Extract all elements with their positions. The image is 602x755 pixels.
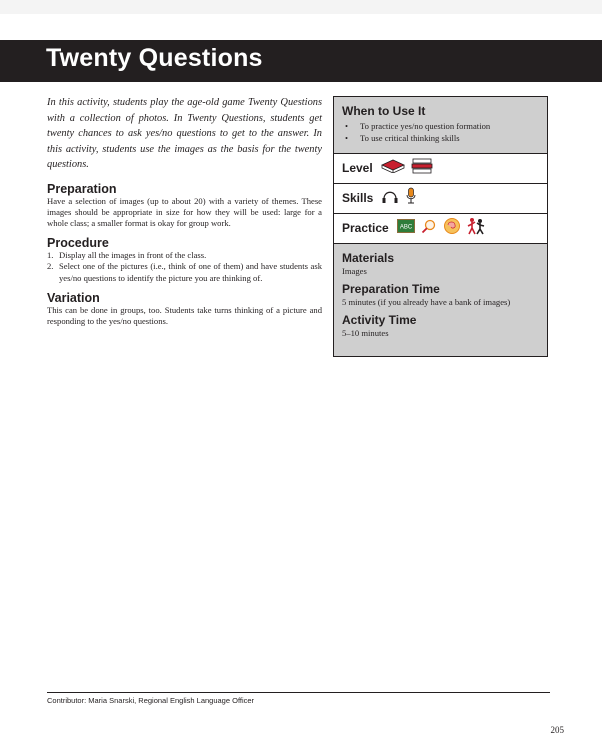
step-text: Display all the images in front of the class. (59, 250, 207, 261)
book-icon (381, 159, 405, 178)
step-text: Select one of the pictures (i.e., think of one of them) and have students ask yes/no questions to identify the picture you are thinking of. (59, 261, 322, 283)
procedure-heading: Procedure (47, 236, 109, 251)
level-label: Level (342, 161, 373, 175)
people-icon (467, 217, 485, 240)
magnifier-icon (421, 218, 437, 239)
when-list (342, 120, 539, 144)
prep-time-heading: Preparation Time (342, 282, 440, 296)
activity-time-heading: Activity Time (342, 313, 417, 327)
procedure-step (47, 261, 322, 283)
activity-time-value: 5–10 minutes (342, 328, 389, 338)
preparation-heading: Preparation (47, 181, 117, 196)
procedure-list (47, 250, 322, 284)
page-number: 205 (550, 725, 564, 735)
abc-blackboard-icon (397, 219, 415, 238)
skills-label: Skills (342, 191, 374, 205)
bullet-icon: • (345, 133, 349, 143)
when-heading: When to Use It (342, 104, 426, 118)
when-item (342, 120, 539, 132)
materials-heading: Materials (342, 251, 395, 265)
preparation-body: Have a selection of images (up to about 20) with a variety of themes. These images should be appropriate in size for how they will be used: large for a whole class; a smaller format is okay for group work. (47, 195, 322, 228)
materials-value: Images (342, 266, 367, 276)
step-number: 1. (47, 250, 54, 261)
step-number: 2. (47, 261, 54, 272)
contributor-credit: Contributor: Maria Snarski, Regional English Language Officer (47, 696, 255, 705)
top-band (0, 0, 602, 14)
logistics-section (334, 244, 547, 339)
skills-row (334, 184, 547, 214)
when-item (342, 132, 539, 144)
page-title: Twenty Questions (46, 44, 263, 72)
activity-info-box (333, 96, 548, 357)
when-item-text: To use critical thinking skills (360, 133, 460, 143)
procedure-step (47, 250, 322, 261)
level-row (334, 154, 547, 184)
variation-body: This can be done in groups, too. Students take turns thinking of a picture and responding to the yes/no questions. (47, 304, 322, 326)
prep-time-value: 5 minutes (if you already have a bank of images) (342, 297, 511, 307)
practice-row (334, 214, 547, 244)
main-column (47, 95, 322, 334)
when-item-text: To practice yes/no question formation (360, 121, 491, 131)
variation-heading: Variation (47, 290, 100, 305)
headphones-icon (381, 188, 399, 209)
brain-icon (443, 217, 461, 240)
abc-text: ABC (399, 224, 412, 231)
footer-rule (47, 692, 550, 693)
intro-paragraph: In this activity, students play the age-old game Twenty Questions with a collection of photos. In Twenty Questions, students get twenty chances to ask yes/no questions to get to the answer. In this activity, students use the images as the basis for the twenty questions. (47, 97, 322, 170)
title-bar (0, 40, 602, 82)
bullet-icon: • (345, 121, 349, 131)
when-to-use-section (334, 97, 547, 154)
books-icon (411, 158, 433, 179)
microphone-icon (405, 187, 417, 210)
practice-label: Practice (342, 221, 389, 235)
